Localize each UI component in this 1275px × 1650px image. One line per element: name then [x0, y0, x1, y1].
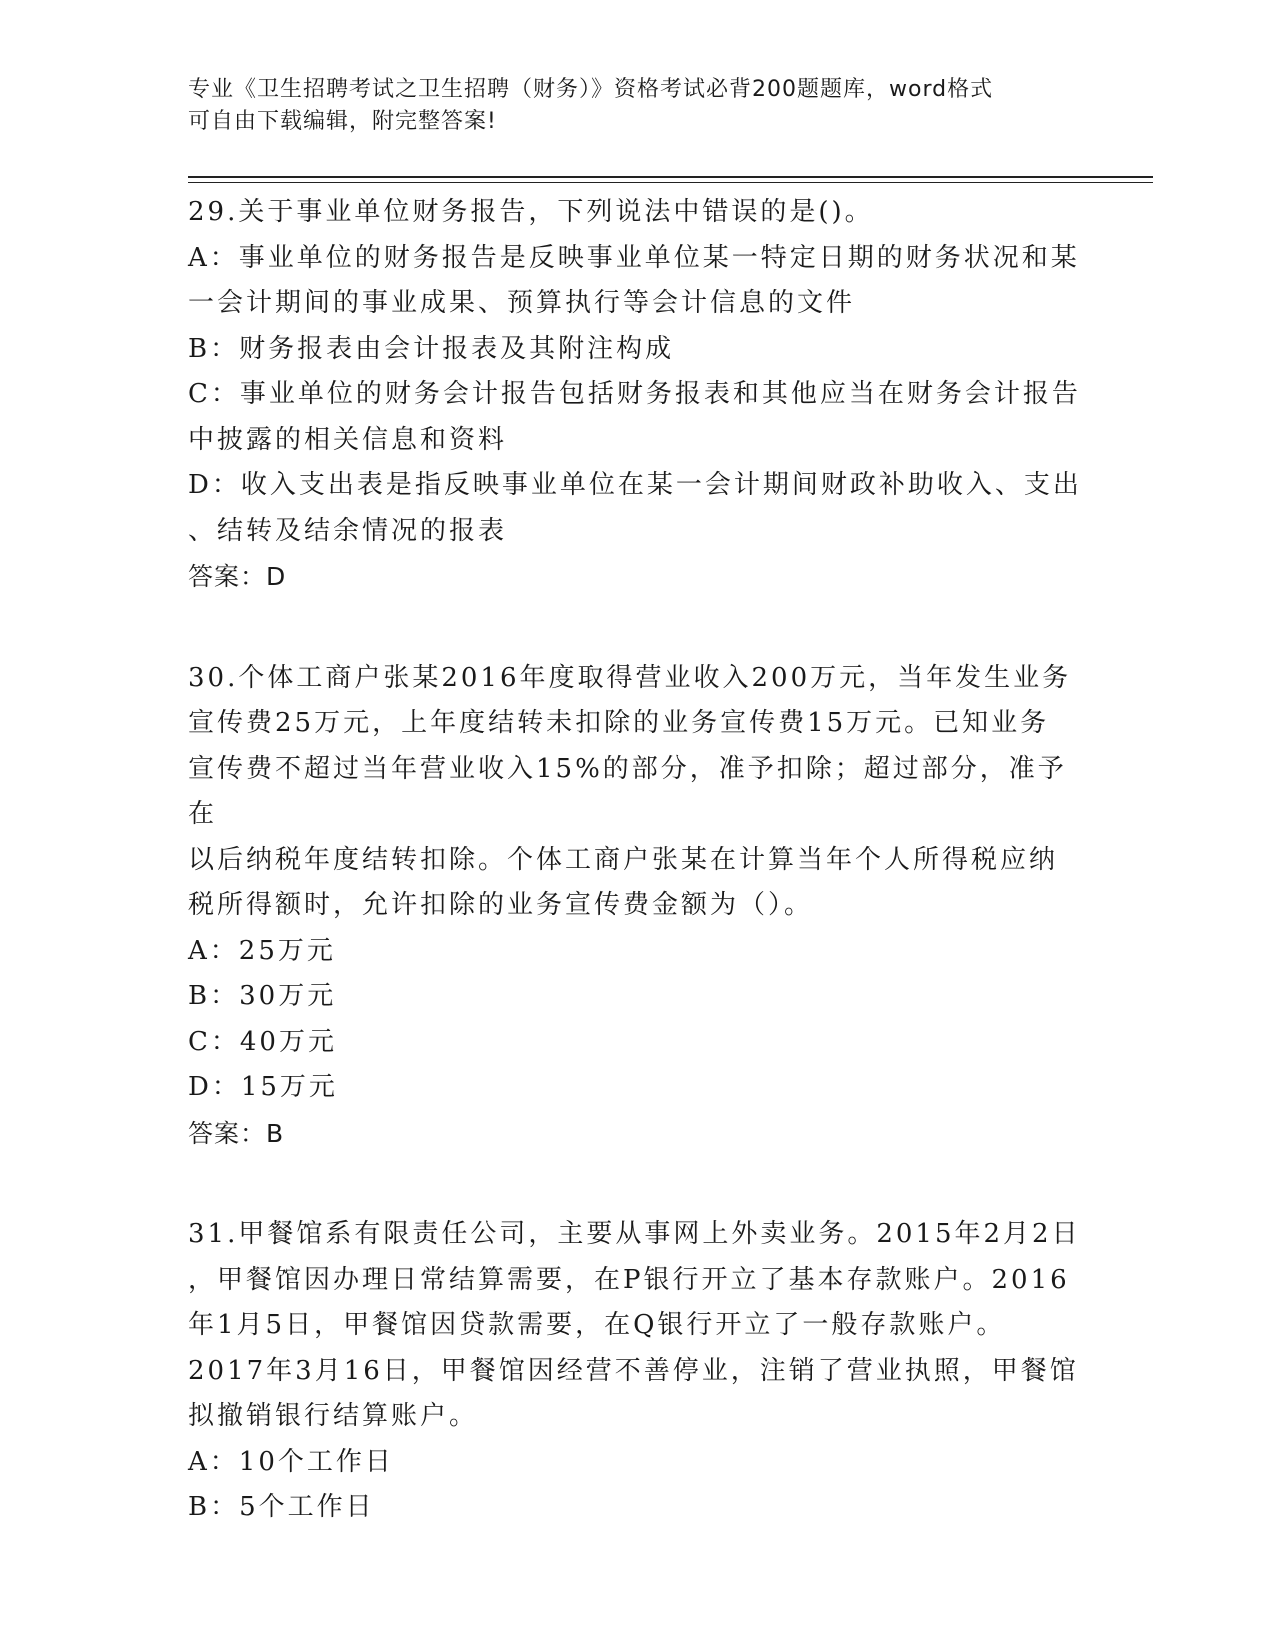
header-rule-thin [188, 182, 1153, 183]
question-list [188, 190, 1088, 1587]
header-rule-thick [188, 176, 1153, 178]
question-stem-line: 拟撤销银行结算账户。 [188, 1401, 479, 1431]
answer-option-line: B：30万元 [188, 981, 337, 1011]
answer-option-line: D：15万元 [188, 1072, 338, 1102]
answer-option-line: B：财务报表由会计报表及其附注构成 [188, 333, 675, 364]
question-stem-line: 宣传费不超过当年营业收入15%的部分，准予扣除；超过部分，准予在 [188, 753, 1067, 829]
header-title-line-1: 专业《卫生招聘考试之卫生招聘（财务）》资格考试必背200题题库，word格式 [188, 77, 994, 102]
answer-option-line: 中披露的相关信息和资料 [188, 424, 508, 455]
answer-option-line: B：5个工作日 [188, 1492, 375, 1522]
question-stem-line: 29.关于事业单位财务报告，下列说法中错误的是()。 [188, 197, 874, 227]
question-3 [188, 1212, 1088, 1531]
question-stem-line: 2017年3月16日，甲餐馆因经营不善停业，注销了营业执照，甲餐馆 [188, 1355, 1079, 1386]
question-stem-line: 30.个体工商户张某2016年度取得营业收入200万元，当年发生业务 [188, 662, 1072, 693]
answer-option-line: A：25万元 [188, 935, 336, 966]
answer-option-line: A：10个工作日 [188, 1446, 394, 1477]
question-1 [188, 190, 1088, 600]
answer-option-line: D：收入支出表是指反映事业单位在某一会计期间财政补助收入、支出 [188, 470, 1082, 500]
question-stem-line: 以后纳税年度结转扣除。个体工商户张某在计算当年个人所得税应纳 [188, 844, 1059, 875]
question-stem-line: 31.甲餐馆系有限责任公司，主要从事网上外卖业务。2015年2月2日 [188, 1219, 1081, 1249]
answer-key: 答案：D [188, 562, 287, 591]
header-title-line-2: 可自由下载编辑，附完整答案! [188, 109, 497, 134]
document-header [188, 74, 1088, 138]
answer-option-line: C：事业单位的财务会计报告包括财务报表和其他应当在财务会计报告 [188, 379, 1081, 409]
answer-option-line: A：事业单位的财务报告是反映事业单位某一特定日期的财务状况和某 [188, 242, 1080, 273]
question-stem-line: 年1月5日，甲餐馆因贷款需要，在Q银行开立了一般存款账户。 [188, 1310, 1006, 1340]
answer-option-line: 一会计期间的事业成果、预算执行等会计信息的文件 [188, 288, 856, 318]
answer-option-line: 、结转及结余情况的报表 [188, 515, 508, 546]
answer-option-line: C：40万元 [188, 1026, 337, 1057]
question-2 [188, 656, 1088, 1157]
question-stem-line: 宣传费25万元，上年度结转未扣除的业务宣传费15万元。已知业务 [188, 708, 1050, 738]
question-stem-line: ，甲餐馆因办理日常结算需要，在P银行开立了基本存款账户。2016 [188, 1264, 1070, 1295]
answer-key: 答案：B [188, 1118, 285, 1148]
question-stem-line: 税所得额时，允许扣除的业务宣传费金额为（）。 [188, 890, 814, 920]
